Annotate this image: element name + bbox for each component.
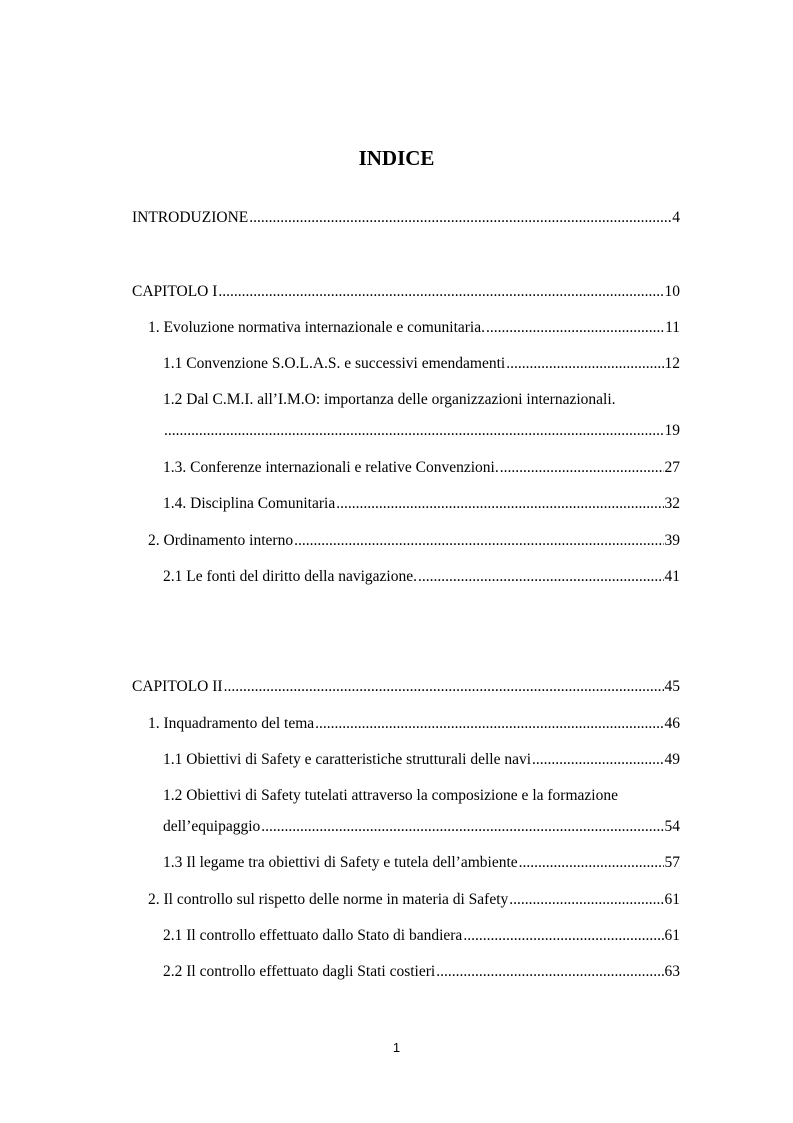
toc-entry-text: INTRODUZIONE <box>132 209 249 226</box>
toc-page-number: 46 <box>664 715 680 732</box>
toc-entry-section-2[interactable] <box>148 531 680 551</box>
toc-page-number: 10 <box>664 283 680 300</box>
toc-entry-text: CAPITOLO I <box>132 283 218 300</box>
toc-entry-text: 2.2 Il controllo effettuato dagli Stati costieri <box>163 963 436 980</box>
toc-entry-text: 1.3 Il legame tra obiettivi di Safety e tutela dell’ambiente <box>163 854 518 871</box>
toc-entry-capitolo-2[interactable] <box>132 677 680 697</box>
toc-page-number: 61 <box>664 891 680 908</box>
toc-page-number: 63 <box>664 963 680 980</box>
toc-leader-dots <box>164 421 664 441</box>
toc-leader-dots <box>315 714 663 734</box>
toc-entry-ch2-subsection-2-2[interactable] <box>163 962 680 982</box>
toc-entry-text: 1. Evoluzione normativa internazionale e comunitaria. <box>148 319 485 336</box>
toc-entry-text: 2. Il controllo sul rispetto delle norme in materia di Safety <box>148 891 509 908</box>
toc-entry-ch2-subsection-1-2-continuation[interactable] <box>163 817 680 837</box>
toc-entry-ch2-section-2[interactable] <box>148 890 680 910</box>
toc-page-number: 19 <box>664 422 680 439</box>
toc-entry-subsection-2-1[interactable] <box>163 567 680 587</box>
toc-page-number: 27 <box>664 459 680 476</box>
toc-page-number: 11 <box>665 319 680 336</box>
toc-leader-dots <box>336 494 663 514</box>
toc-leader-dots <box>532 750 663 770</box>
toc-leader-dots <box>224 677 664 697</box>
toc-leader-dots <box>418 567 664 587</box>
toc-entry-text: 2.1 Le fonti del diritto della navigazione. <box>163 568 417 585</box>
toc-entry-section-1[interactable] <box>148 318 680 338</box>
toc-entry-text: 1.1 Convenzione S.O.L.A.S. e successivi emendamenti <box>163 355 506 372</box>
toc-entry-ch2-subsection-1-1[interactable] <box>163 750 680 770</box>
toc-entry-capitolo-1[interactable] <box>132 282 680 302</box>
page-title: INDICE <box>358 146 435 170</box>
toc-leader-dots <box>500 458 664 478</box>
toc-page-number: 57 <box>664 854 680 871</box>
toc-page-number: 32 <box>664 495 680 512</box>
toc-entry-text: 1.4. Disciplina Comunitaria <box>163 495 336 512</box>
toc-entry-ch2-subsection-2-1[interactable] <box>163 926 680 946</box>
toc-entry-ch2-subsection-1-3[interactable] <box>163 853 680 873</box>
toc-entry-text: dell’equipaggio <box>163 818 261 835</box>
toc-leader-dots <box>509 890 663 910</box>
toc-entry-subsection-1-2-continuation[interactable] <box>163 421 680 441</box>
toc-leader-dots <box>486 318 664 338</box>
toc-leader-dots <box>218 282 663 302</box>
toc-page-number: 4 <box>672 209 680 226</box>
toc-entry-text: 1.3. Conferenze internazionali e relative Convenzioni. <box>163 459 499 476</box>
toc-page-number: 54 <box>664 818 680 835</box>
toc-page-number: 45 <box>664 678 680 695</box>
toc-entry-introduzione[interactable] <box>132 208 680 228</box>
toc-leader-dots <box>519 853 664 873</box>
toc-entry-text: 1.1 Obiettivi di Safety e caratteristiche strutturali delle navi <box>163 751 532 768</box>
toc-leader-dots <box>294 531 663 551</box>
toc-page-number: 49 <box>664 751 680 768</box>
toc-entry-text: 1. Inquadramento del tema <box>148 715 315 732</box>
toc-entry-ch2-section-1[interactable] <box>148 714 680 734</box>
toc-entry-subsection-1-4[interactable] <box>163 494 680 514</box>
toc-entry-subsection-1-2[interactable]: 1.2 Dal C.M.I. all’I.M.O: importanza delle organizzazioni internazionali. <box>163 391 616 408</box>
page-number-footer: 1 <box>392 1040 401 1055</box>
toc-entry-text: 2. Ordinamento interno <box>148 532 294 549</box>
toc-entry-subsection-1-1[interactable] <box>163 354 680 374</box>
toc-entry-text: CAPITOLO II <box>132 678 223 695</box>
toc-leader-dots <box>249 208 671 228</box>
toc-page-number: 41 <box>664 568 680 585</box>
toc-page-number: 39 <box>664 532 680 549</box>
toc-page-number: 61 <box>664 927 680 944</box>
toc-leader-dots <box>261 817 663 837</box>
toc-leader-dots <box>506 354 663 374</box>
toc-entry-text: 2.1 Il controllo effettuato dallo Stato di bandiera <box>163 927 463 944</box>
toc-page-number: 12 <box>664 355 680 372</box>
toc-entry-ch2-subsection-1-2[interactable]: 1.2 Obiettivi di Safety tutelati attraverso la composizione e la formazione <box>163 787 618 804</box>
toc-leader-dots <box>436 962 663 982</box>
toc-leader-dots <box>463 926 663 946</box>
toc-entry-subsection-1-3[interactable] <box>163 458 680 478</box>
